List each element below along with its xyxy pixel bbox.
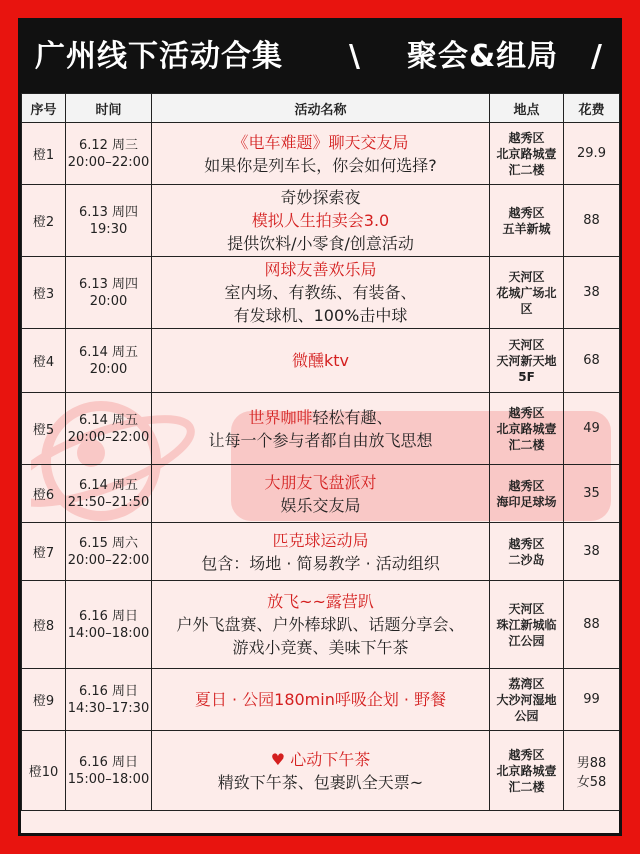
row-fee: 38	[564, 523, 620, 581]
row-index: 橙8	[22, 581, 66, 669]
activity-name-line	[152, 636, 489, 659]
activity-name-text: 游戏小竞赛、美味下午茶	[232, 638, 409, 657]
table-row	[22, 329, 620, 393]
row-time	[66, 669, 152, 731]
row-time-range: 15:00–18:00	[67, 771, 150, 787]
row-date: 6.15 周六	[78, 535, 139, 551]
row-location	[490, 257, 564, 329]
row-activity-name	[152, 123, 490, 185]
activity-name-text: 模拟人生拍卖会3.0	[251, 211, 390, 230]
fee-line: 男88	[576, 755, 607, 771]
column-header-time: 时间	[66, 94, 152, 123]
table-row	[22, 393, 620, 465]
row-time	[66, 393, 152, 465]
activity-name-text: 世界咖啡	[248, 407, 313, 427]
activity-table	[21, 93, 620, 811]
table-row	[22, 185, 620, 257]
page-subtitle: 聚会&组局	[407, 39, 559, 74]
column-header-name: 活动名称	[152, 94, 490, 123]
row-time-range: 14:00–18:00	[67, 625, 150, 641]
location-line: 越秀区	[508, 130, 545, 145]
row-location	[490, 465, 564, 523]
activity-name-line	[152, 771, 489, 794]
row-fee	[564, 731, 620, 811]
table-row	[22, 731, 620, 811]
row-location	[490, 669, 564, 731]
location-line: 北京路城壹	[496, 421, 557, 436]
row-time-range: 20:00	[89, 361, 128, 377]
row-index: 橙1	[22, 123, 66, 185]
activity-name-line	[152, 429, 489, 452]
location-line: 天河区	[508, 601, 545, 616]
location-line: 江公园	[508, 633, 545, 648]
table-row	[22, 465, 620, 523]
row-time	[66, 465, 152, 523]
location-line: 北京路城壹	[496, 146, 557, 161]
location-line: 花城广场北	[496, 285, 557, 300]
location-line: 越秀区	[508, 405, 545, 420]
row-time	[66, 581, 152, 669]
location-line: 天河区	[508, 337, 545, 352]
activity-name-text: 网球友善欢乐局	[264, 260, 377, 279]
location-line: 天河区	[508, 269, 545, 284]
location-line: 五羊新城	[502, 221, 551, 236]
location-line: 汇二楼	[508, 437, 545, 452]
location-line: 区	[520, 301, 533, 316]
column-header-location: 地点	[490, 94, 564, 123]
row-activity-name	[152, 329, 490, 393]
row-index: 橙5	[22, 393, 66, 465]
row-time	[66, 523, 152, 581]
activity-name-tail: 轻松有趣、	[312, 407, 393, 427]
row-time-range: 20:00–22:00	[67, 429, 150, 445]
activity-name-text: 大朋友飞盘派对	[264, 472, 377, 492]
column-header-fee: 花费	[564, 94, 620, 123]
row-time-range: 20:00–22:00	[67, 154, 150, 170]
location-line: 汇二楼	[508, 162, 545, 177]
title-separator: \	[349, 39, 361, 74]
activity-name-line	[152, 471, 489, 494]
activity-name-text: 心动下午茶	[290, 749, 371, 769]
title-separator: /	[591, 39, 603, 74]
row-index: 橙4	[22, 329, 66, 393]
row-location	[490, 731, 564, 811]
row-location	[490, 185, 564, 257]
row-index: 橙7	[22, 523, 66, 581]
activity-name-text: 有发球机、100%击中球	[233, 306, 408, 325]
location-line: 越秀区	[508, 747, 545, 762]
row-fee: 35	[564, 465, 620, 523]
row-index: 橙6	[22, 465, 66, 523]
location-line: 海印足球场	[496, 494, 557, 509]
activity-name-line	[152, 131, 489, 154]
row-fee: 88	[564, 581, 620, 669]
row-location	[490, 393, 564, 465]
activity-name-line	[152, 281, 489, 304]
activity-name-line	[152, 258, 489, 281]
location-line: 汇二楼	[508, 779, 545, 794]
activity-name-text: 娱乐交友局	[280, 495, 361, 515]
row-time-range: 14:30–17:30	[67, 700, 150, 716]
activity-name-line	[152, 186, 489, 209]
row-time	[66, 185, 152, 257]
activity-name-line	[152, 209, 489, 232]
location-line: 珠江新城临	[496, 617, 557, 632]
location-line: 越秀区	[508, 478, 545, 493]
row-activity-name	[152, 581, 490, 669]
row-date: 6.14 周五	[78, 344, 139, 360]
row-fee: 49	[564, 393, 620, 465]
row-fee: 88	[564, 185, 620, 257]
row-fee: 29.9	[564, 123, 620, 185]
row-time-range: 20:00	[89, 293, 128, 309]
row-activity-name	[152, 465, 490, 523]
activity-name-text: 精致下午茶、包裹趴全天票~	[217, 772, 424, 792]
activity-name-line	[152, 590, 489, 613]
row-date: 6.14 周五	[78, 412, 139, 428]
row-activity-name	[152, 731, 490, 811]
row-time	[66, 123, 152, 185]
row-index: 橙3	[22, 257, 66, 329]
location-line: 5F	[518, 369, 535, 384]
activity-name-text: 包含：场地 · 简易教学 · 活动组织	[201, 553, 440, 573]
activity-name-text: 夏日 · 公园180min呼吸企划 · 野餐	[194, 690, 447, 709]
row-time-range: 19:30	[89, 221, 128, 237]
row-date: 6.16 周日	[78, 683, 139, 699]
table-row	[22, 581, 620, 669]
activity-name-line	[152, 154, 489, 177]
activity-name-line	[152, 552, 489, 575]
row-activity-name	[152, 393, 490, 465]
location-line: 天河新天地	[496, 353, 557, 368]
activity-name-line	[152, 748, 489, 771]
row-time-range: 20:00–22:00	[67, 552, 150, 568]
activity-name-text: 如果你是列车长，你会如何选择?	[204, 155, 437, 175]
row-date: 6.12 周三	[78, 137, 139, 153]
row-date: 6.16 周日	[78, 754, 139, 770]
row-index: 橙2	[22, 185, 66, 257]
activity-name-text: 微醺ktv	[291, 351, 349, 370]
activity-name-line	[152, 304, 489, 327]
row-location	[490, 329, 564, 393]
row-fee: 68	[564, 329, 620, 393]
row-time-range: 21:50–21:50	[67, 494, 150, 510]
page-title: 广州线下活动合集	[35, 39, 283, 74]
row-index: 橙10	[22, 731, 66, 811]
location-line: 越秀区	[508, 205, 545, 220]
location-line: 荔湾区	[508, 676, 545, 691]
row-activity-name	[152, 669, 490, 731]
activity-name-text: 《电车难题》聊天交友局	[232, 132, 409, 152]
activity-name-text: 提供饮料/小零食/创意活动	[227, 234, 414, 253]
row-fee: 38	[564, 257, 620, 329]
location-line: 大沙河湿地	[496, 692, 557, 707]
row-location	[490, 581, 564, 669]
table-row	[22, 523, 620, 581]
activity-name-line	[152, 529, 489, 552]
activity-name-line	[152, 349, 489, 372]
table-row	[22, 123, 620, 185]
column-header-index: 序号	[22, 94, 66, 123]
row-time	[66, 329, 152, 393]
row-activity-name	[152, 257, 490, 329]
activity-name-line	[152, 406, 489, 429]
row-date: 6.16 周日	[78, 608, 139, 624]
row-time	[66, 731, 152, 811]
activity-name-text: 放飞~~露营趴	[267, 592, 374, 611]
row-activity-name	[152, 523, 490, 581]
row-date: 6.13 周四	[78, 276, 139, 292]
row-activity-name	[152, 185, 490, 257]
location-line: 二沙岛	[508, 552, 545, 567]
row-date: 6.14 周五	[78, 477, 139, 493]
poster-frame	[18, 18, 622, 836]
activity-name-line	[152, 232, 489, 255]
activity-name-text: 奇妙探索夜	[280, 188, 361, 207]
activity-name-text: 户外飞盘赛、户外棒球趴、话题分享会、	[176, 615, 465, 634]
heart-icon: ♥	[270, 749, 286, 769]
table-header-row	[22, 94, 620, 123]
row-index: 橙9	[22, 669, 66, 731]
fee-line: 女58	[576, 774, 607, 790]
activity-name-line	[152, 613, 489, 636]
activity-name-line	[152, 688, 489, 711]
activity-name-line	[152, 494, 489, 517]
row-location	[490, 523, 564, 581]
row-location	[490, 123, 564, 185]
row-time	[66, 257, 152, 329]
row-fee: 99	[564, 669, 620, 731]
activity-name-text: 室内场、有教练、有装备、	[224, 283, 417, 302]
location-line: 北京路城壹	[496, 763, 557, 778]
title-bar	[21, 21, 619, 93]
location-line: 公园	[514, 708, 539, 723]
row-date: 6.13 周四	[78, 204, 139, 220]
location-line: 越秀区	[508, 536, 545, 551]
table-row	[22, 669, 620, 731]
table-row	[22, 257, 620, 329]
activity-name-text: 匹克球运动局	[272, 530, 369, 550]
activity-name-text: 让每一个参与者都自由放飞思想	[208, 430, 433, 450]
